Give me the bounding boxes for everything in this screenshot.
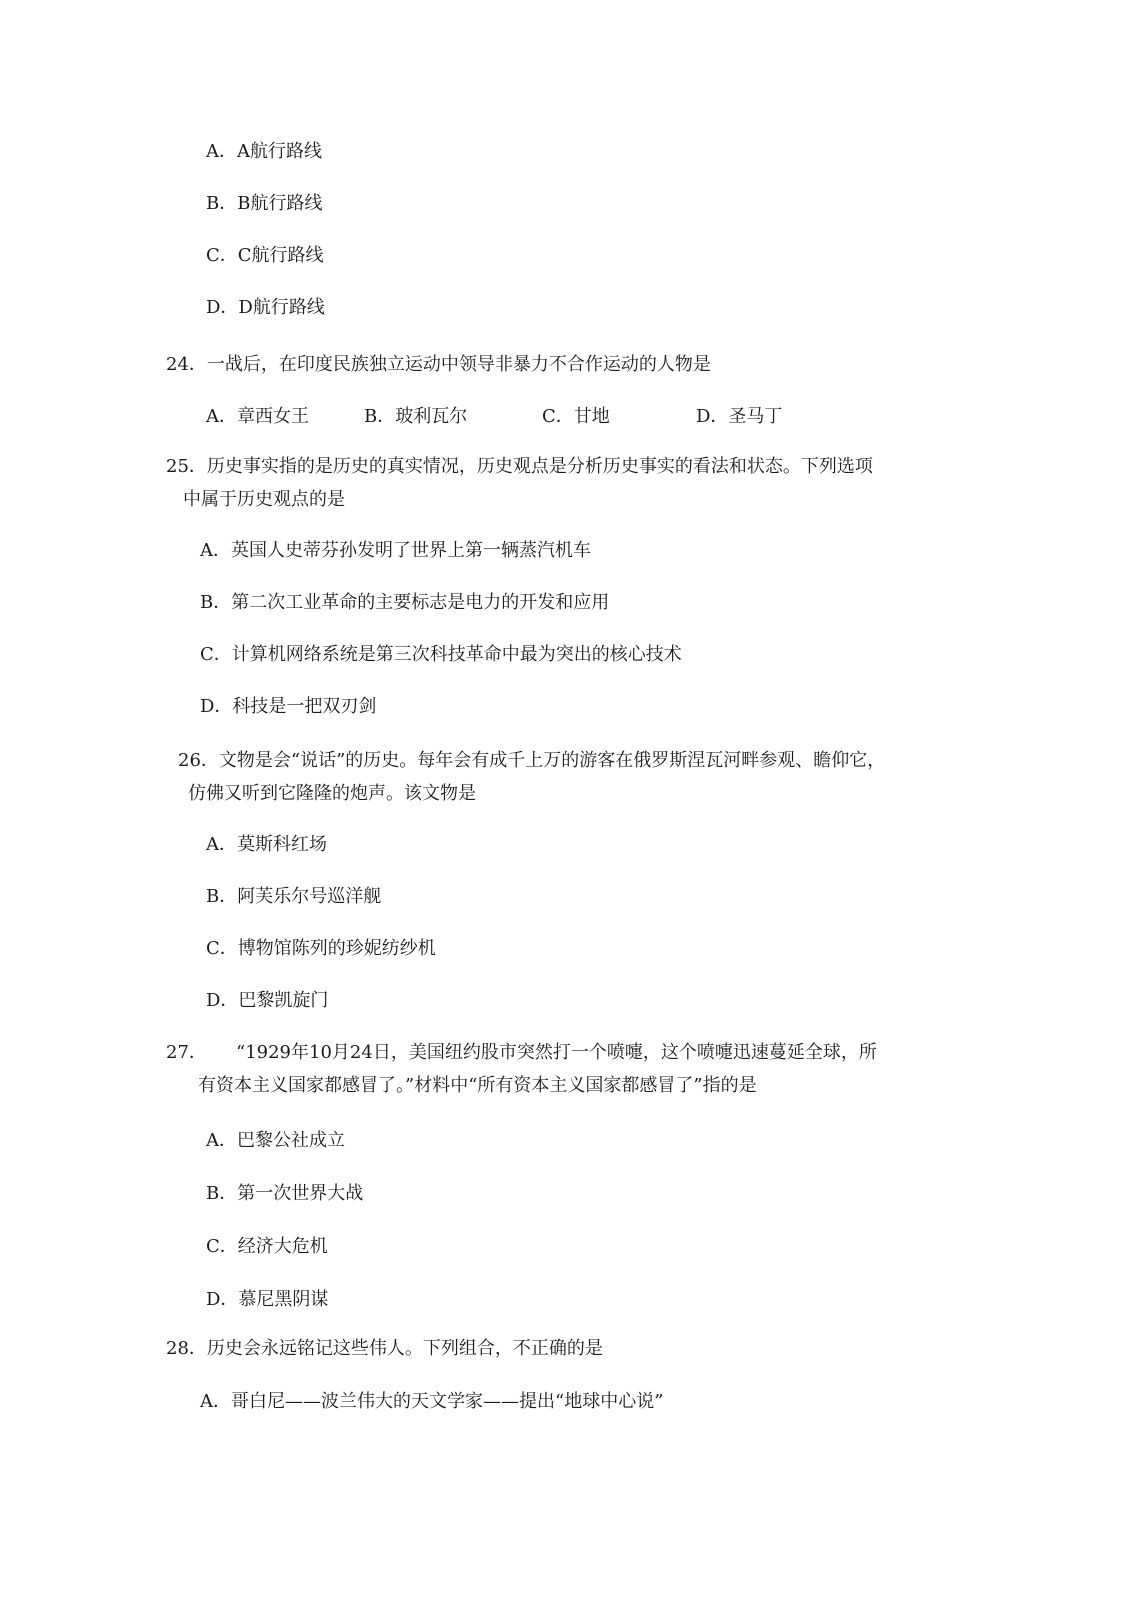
- q26-option-d: D．巴黎凯旋门: [206, 990, 329, 1011]
- q24-option-a: A．章西女王: [206, 406, 309, 427]
- q28-stem: 28．历史会永远铭记这些伟人。下列组合，不正确的是: [166, 1338, 603, 1359]
- q26-option-b: B．阿芙乐尔号巡洋舰: [206, 886, 382, 907]
- q27-option-c: C．经济大危机: [206, 1236, 328, 1257]
- q25-option-c: C．计算机网络系统是第三次科技革命中最为突出的核心技术: [200, 644, 682, 665]
- q27-option-a: A．巴黎公社成立: [206, 1130, 345, 1151]
- q27-option-d: D．慕尼黑阴谋: [206, 1289, 329, 1310]
- q24-option-b: B．玻利瓦尔: [364, 406, 468, 427]
- q23-option-b: B．B航行路线: [206, 193, 323, 214]
- q24-stem: 24．一战后，在印度民族独立运动中领导非暴力不合作运动的人物是: [166, 354, 711, 375]
- q25-stem-line2: 中属于历史观点的是: [183, 489, 345, 510]
- q27-stem-line1: “1929年10月24日，美国纽约股市突然打一个喷嚏，这个喷嚏迅速蔓延全球，所: [236, 1042, 877, 1063]
- q23-option-a: A．A航行路线: [206, 141, 322, 162]
- q25-option-b: B．第二次工业革命的主要标志是电力的开发和应用: [200, 592, 610, 613]
- q23-option-c: C．C航行路线: [206, 245, 324, 266]
- q27-number: 27．: [166, 1042, 207, 1063]
- q26-stem-line2: 仿佛又听到它隆隆的炮声。该文物是: [188, 783, 476, 804]
- q24-option-d: D．圣马丁: [696, 406, 783, 427]
- q24-option-c: C．甘地: [542, 406, 610, 427]
- q23-option-d: D．D航行路线: [206, 297, 325, 318]
- q27-stem-line2: 有资本主义国家都感冒了。”材料中“所有资本主义国家都感冒了”指的是: [198, 1075, 757, 1096]
- q25-option-d: D．科技是一把双刃剑: [200, 696, 377, 717]
- q25-stem-line1: 25．历史事实指的是历史的真实情况，历史观点是分析历史事实的看法和状态。下列选项: [166, 456, 873, 477]
- q27-option-b: B．第一次世界大战: [206, 1183, 364, 1204]
- q25-option-a: A．英国人史蒂芬孙发明了世界上第一辆蒸汽机车: [200, 540, 591, 561]
- q26-stem-line1: 26．文物是会“说话”的历史。每年会有成千上万的游客在俄罗斯涅瓦河畔参观、瞻仰它，: [178, 750, 886, 771]
- q26-option-c: C．博物馆陈列的珍妮纺纱机: [206, 938, 436, 959]
- q24-options: [206, 404, 906, 430]
- q28-option-a: A．哥白尼——波兰伟大的天文学家——提出“地球中心说”: [200, 1391, 664, 1412]
- q26-option-a: A．莫斯科红场: [206, 834, 327, 855]
